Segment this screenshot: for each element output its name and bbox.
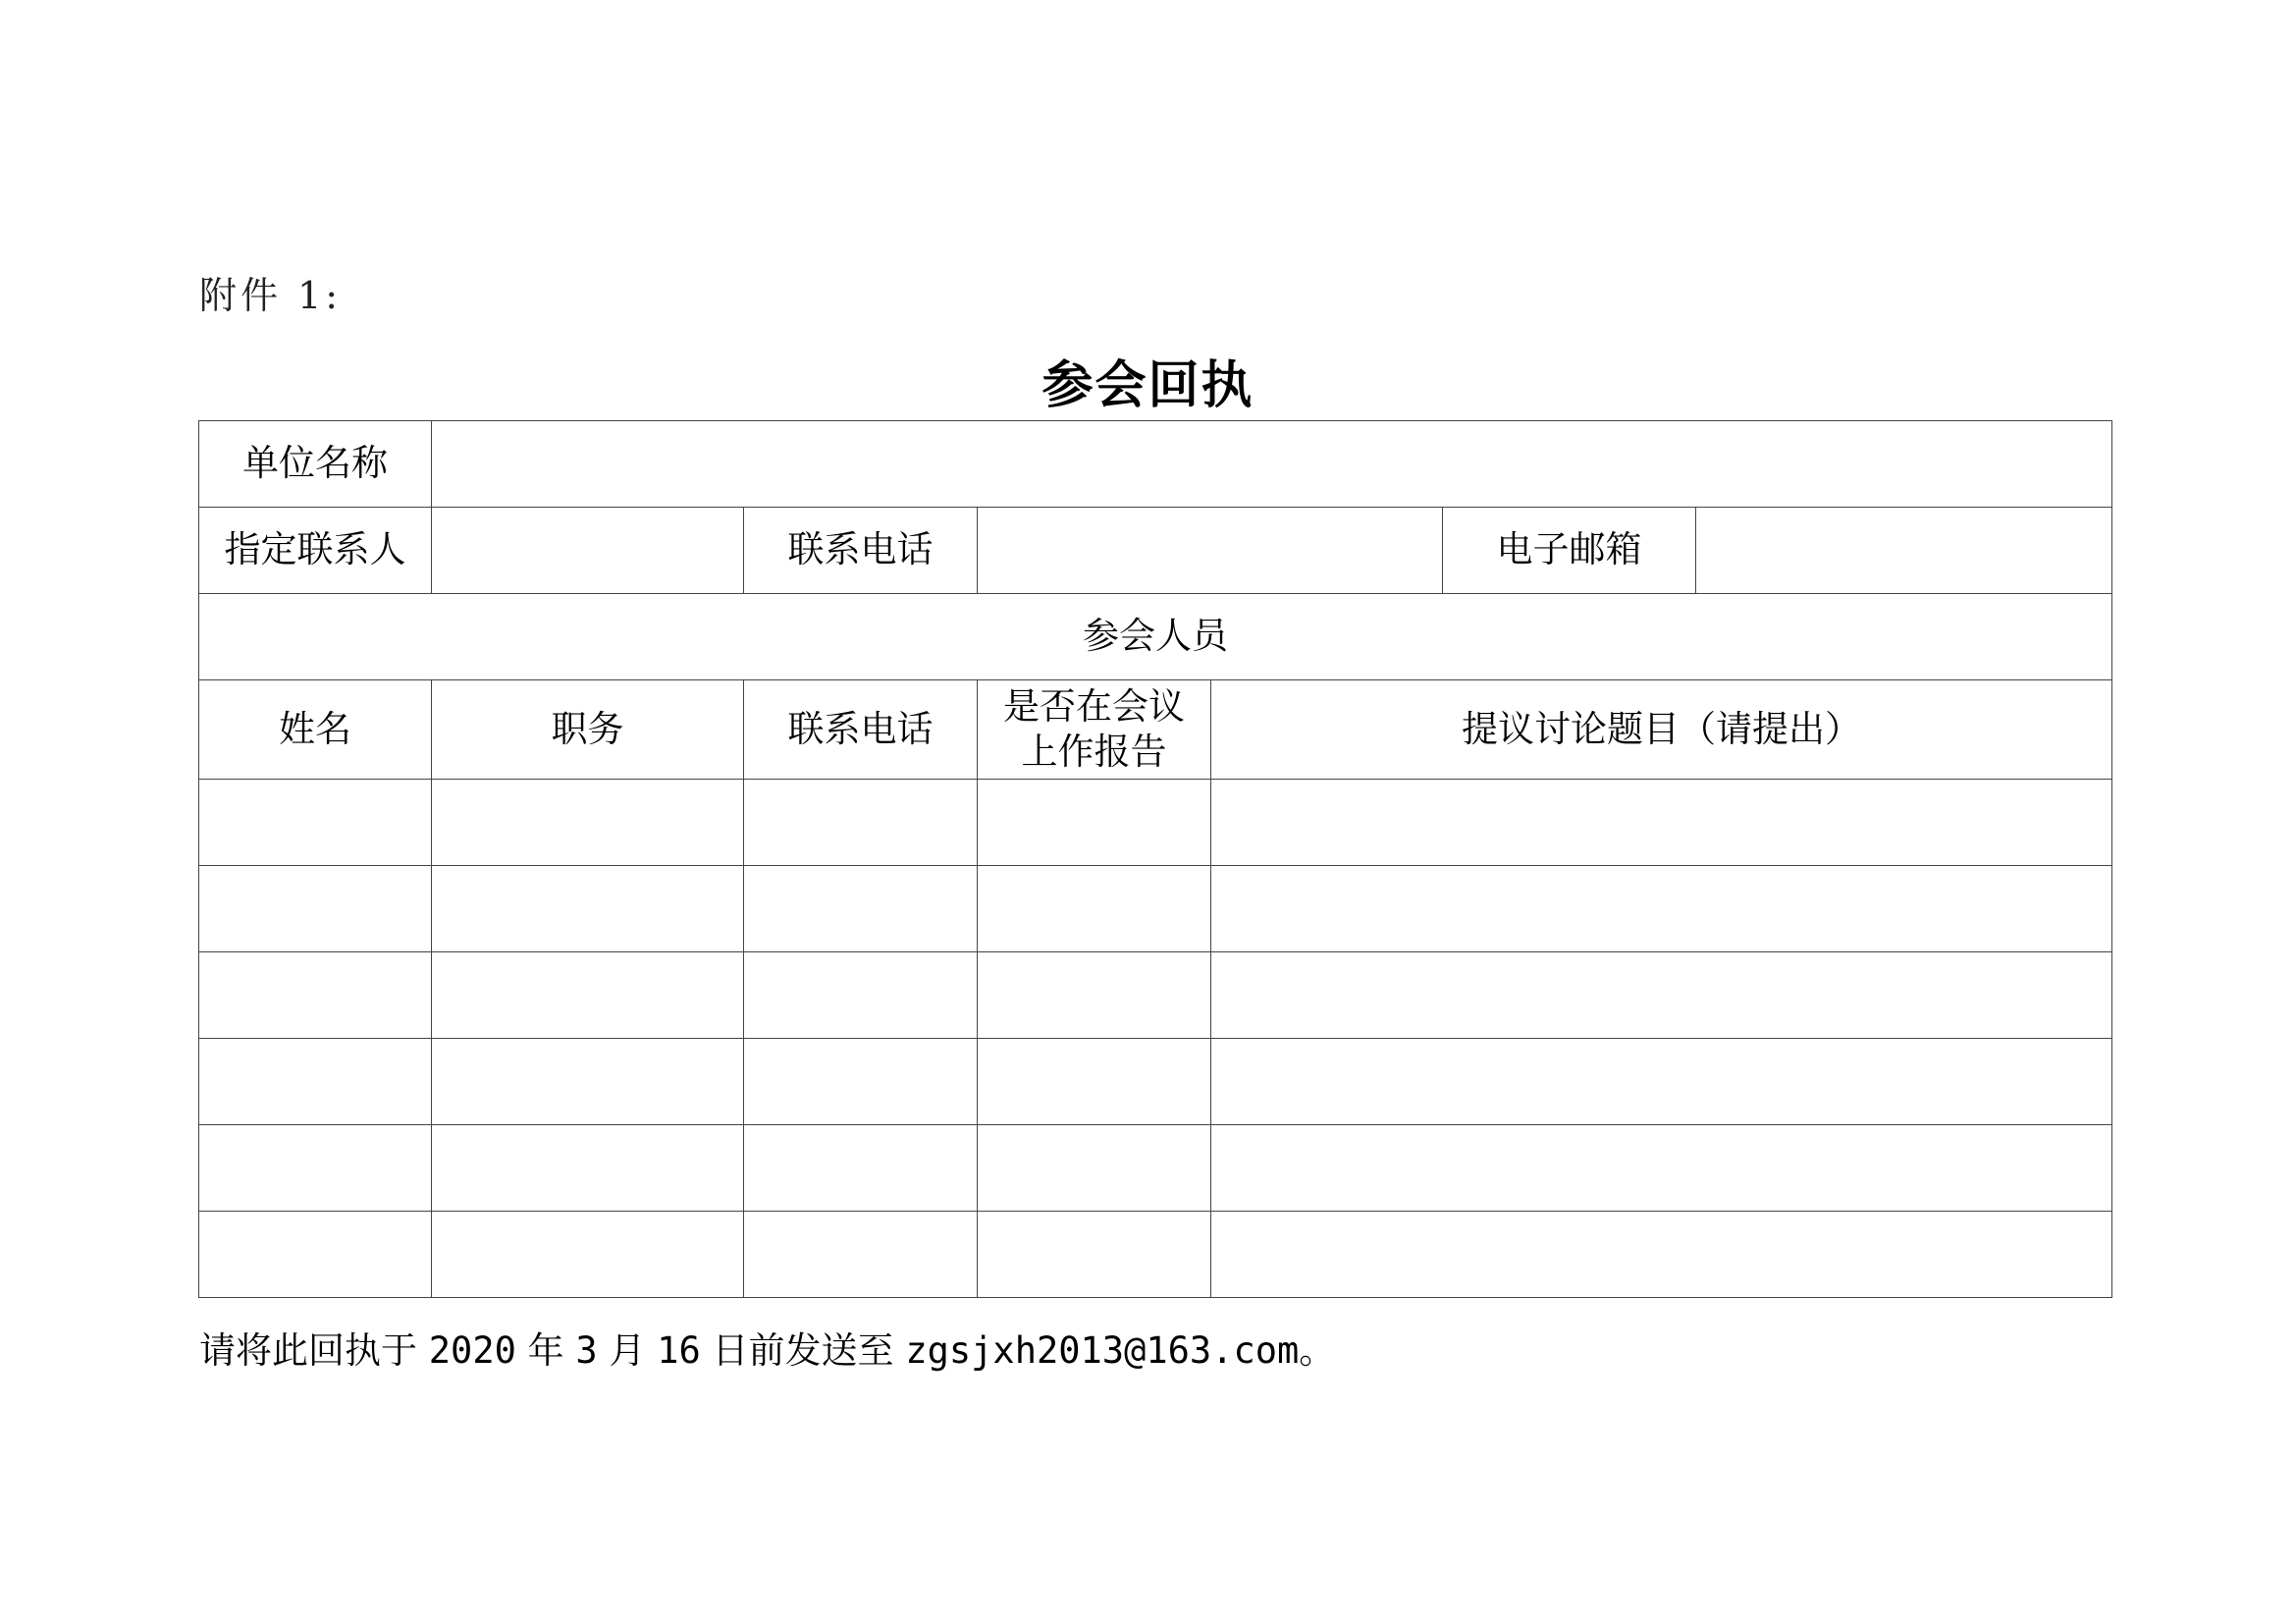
footer-end-mark: 。 [1299, 1329, 1336, 1372]
table-row [199, 952, 2112, 1039]
column-header-report [978, 680, 1211, 780]
table-cell-name[interactable] [199, 1125, 432, 1212]
footer-year: 2020 [428, 1329, 516, 1372]
column-header-name: 姓名 [199, 680, 432, 780]
footer-year-unit: 年 [527, 1329, 564, 1372]
table-cell-position[interactable] [432, 952, 744, 1039]
table-cell-position[interactable] [432, 1125, 744, 1212]
table-cell-topic[interactable] [1211, 952, 2112, 1039]
table-cell-phone[interactable] [744, 952, 978, 1039]
footer-email[interactable]: zgsjxh2013@163.com [905, 1329, 1300, 1372]
table-row [199, 1212, 2112, 1298]
contact-field[interactable] [432, 508, 744, 594]
table-cell-phone[interactable] [744, 1125, 978, 1212]
unit-name-row [199, 421, 2112, 508]
table-cell-name[interactable] [199, 1039, 432, 1125]
table-cell-report[interactable] [978, 866, 1211, 952]
receipt-form-table [198, 420, 2112, 1298]
footer-note [199, 1321, 1335, 1374]
table-cell-report[interactable] [978, 952, 1211, 1039]
table-cell-phone[interactable] [744, 780, 978, 866]
table-cell-topic[interactable] [1211, 1212, 2112, 1298]
table-cell-topic[interactable] [1211, 1125, 2112, 1212]
table-cell-phone[interactable] [744, 866, 978, 952]
footer-month: 3 [575, 1329, 598, 1372]
table-cell-phone[interactable] [744, 1212, 978, 1298]
contact-label: 指定联系人 [199, 508, 432, 594]
table-row [199, 780, 2112, 866]
table-cell-report[interactable] [978, 1212, 1211, 1298]
contact-row [199, 508, 2112, 594]
table-cell-position[interactable] [432, 1039, 744, 1125]
table-row [199, 866, 2112, 952]
phone-label: 联系电话 [744, 508, 978, 594]
page-title: 参会回执 [1041, 356, 1255, 415]
table-cell-name[interactable] [199, 780, 432, 866]
table-cell-topic[interactable] [1211, 866, 2112, 952]
table-cell-name[interactable] [199, 866, 432, 952]
table-cell-topic[interactable] [1211, 1039, 2112, 1125]
attendees-section-row [199, 594, 2112, 680]
table-cell-report[interactable] [978, 780, 1211, 866]
attendees-header-row [199, 680, 2112, 780]
column-header-phone: 联系电话 [744, 680, 978, 780]
column-header-report-text: 是否在会议上作报告 [1003, 684, 1185, 773]
footer-note-suffix: 日前发送至 [712, 1329, 894, 1372]
attachment-label: 附件 1: [199, 274, 343, 317]
phone-field[interactable] [978, 508, 1443, 594]
table-cell-report[interactable] [978, 1125, 1211, 1212]
attendees-section-heading: 参会人员 [199, 594, 2112, 680]
unit-name-label: 单位名称 [199, 421, 432, 508]
table-cell-topic[interactable] [1211, 780, 2112, 866]
email-field[interactable] [1696, 508, 2112, 594]
unit-name-field[interactable] [432, 421, 2112, 508]
column-header-topic: 提议讨论题目（请提出） [1211, 680, 2112, 780]
table-cell-phone[interactable] [744, 1039, 978, 1125]
table-cell-position[interactable] [432, 866, 744, 952]
footer-day: 16 [657, 1329, 701, 1372]
email-label: 电子邮箱 [1443, 508, 1696, 594]
table-row [199, 1125, 2112, 1212]
table-row [199, 1039, 2112, 1125]
table-cell-position[interactable] [432, 780, 744, 866]
column-header-position: 职务 [432, 680, 744, 780]
table-cell-report[interactable] [978, 1039, 1211, 1125]
table-cell-position[interactable] [432, 1212, 744, 1298]
footer-month-unit: 月 [609, 1329, 646, 1372]
footer-note-prefix: 请将此回执于 [199, 1329, 417, 1372]
table-cell-name[interactable] [199, 1212, 432, 1298]
table-cell-name[interactable] [199, 952, 432, 1039]
